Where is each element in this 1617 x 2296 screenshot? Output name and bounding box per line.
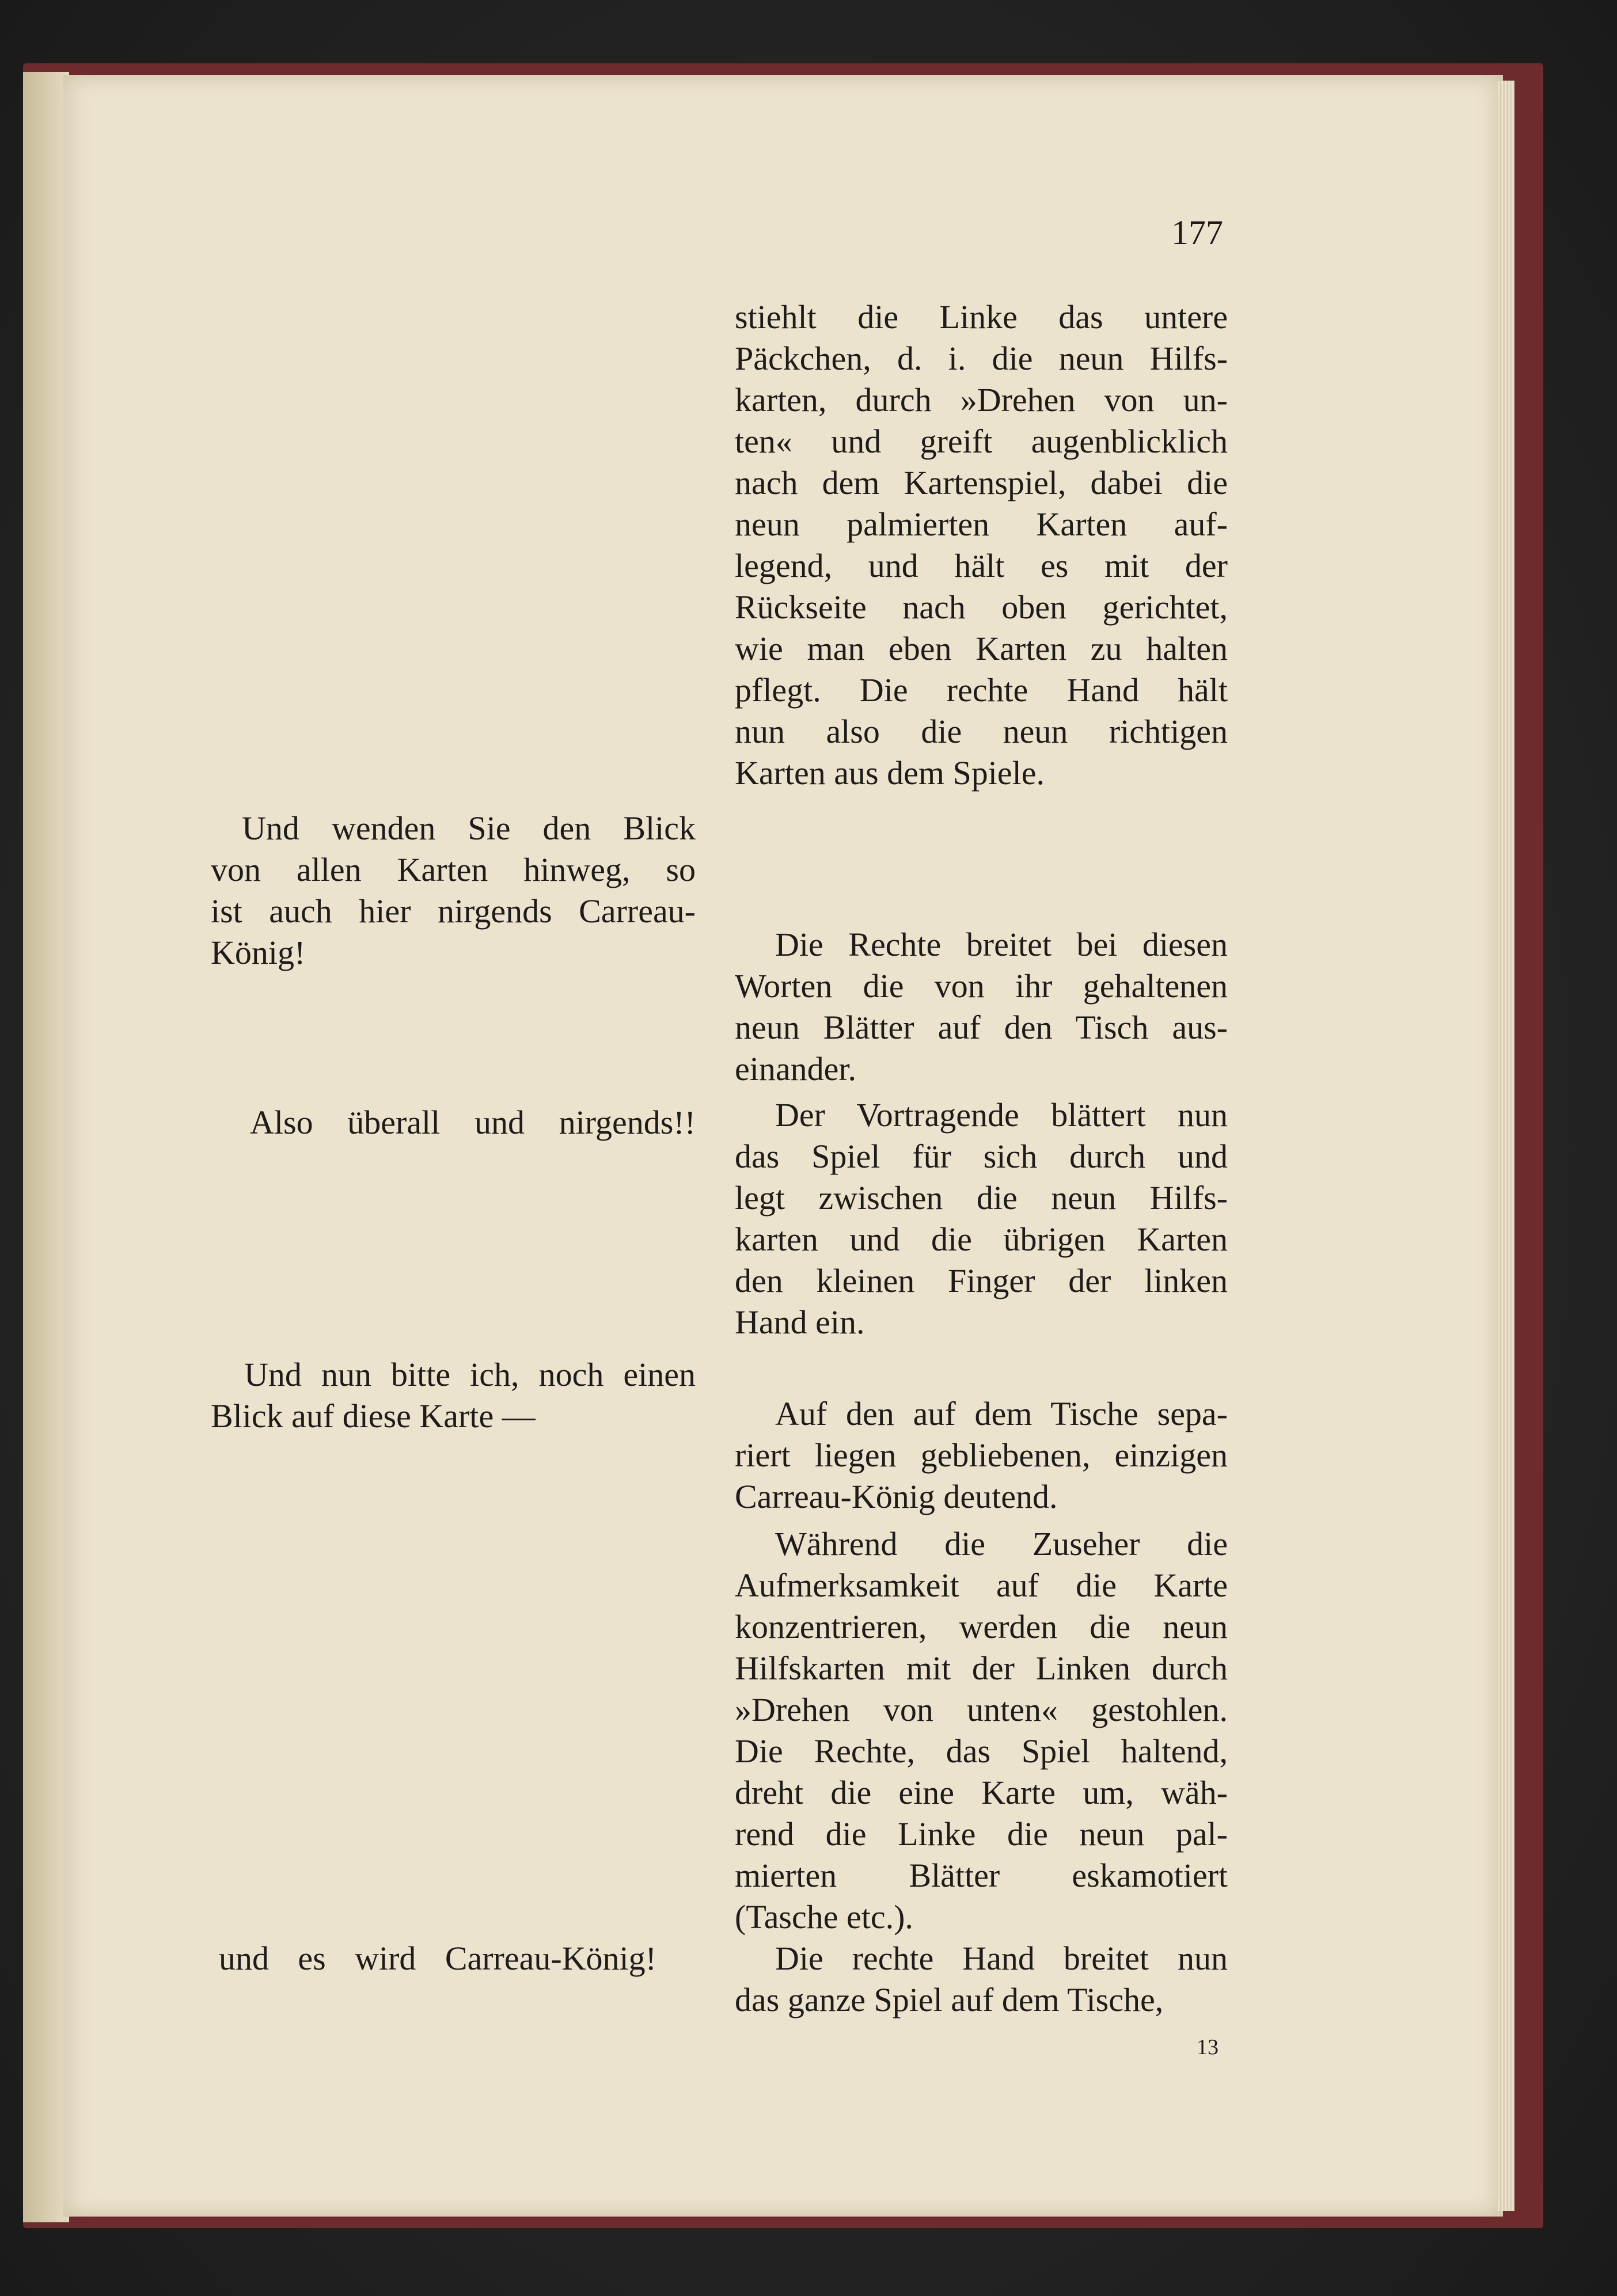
text-line: ten« und greift augenblicklich bbox=[735, 423, 1228, 460]
text-line: den kleinen Finger der linken bbox=[735, 1262, 1228, 1299]
text-line: und es wird Carreau-König! bbox=[219, 1940, 656, 1977]
text-line: stiehlt die Linke das untere bbox=[735, 298, 1228, 336]
page-number: 177 bbox=[1171, 214, 1223, 252]
facing-page-edge bbox=[23, 72, 69, 2222]
text-line: Hilfskarten mit der Linken durch bbox=[735, 1649, 1228, 1687]
text-line: karten, durch »Drehen von un- bbox=[735, 381, 1228, 419]
text-line: Die rechte Hand breitet nun bbox=[775, 1940, 1228, 1977]
text-line: Karten aus dem Spiele. bbox=[735, 754, 1045, 792]
text-line: mierten Blätter eskamotiert bbox=[735, 1857, 1228, 1894]
text-line: »Drehen von unten« gestohlen. bbox=[735, 1691, 1228, 1728]
text-line: Also überall und nirgends!! bbox=[250, 1104, 696, 1141]
text-line: das ganze Spiel auf dem Tische, bbox=[735, 1981, 1164, 2018]
text-line: Der Vortragende blättert nun bbox=[775, 1096, 1228, 1134]
text-line: Päckchen, d. i. die neun Hilfs- bbox=[735, 340, 1228, 377]
text-line: Worten die von ihr gehaltenen bbox=[735, 967, 1228, 1005]
text-line: König! bbox=[211, 934, 306, 971]
text-line: nach dem Kartenspiel, dabei die bbox=[735, 464, 1228, 501]
text-line: Die Rechte, das Spiel haltend, bbox=[735, 1732, 1228, 1770]
text-line: karten und die übrigen Karten bbox=[735, 1221, 1228, 1258]
text-line: wie man eben Karten zu halten bbox=[735, 630, 1228, 667]
text-line: Carreau-König deutend. bbox=[735, 1478, 1058, 1515]
text-line: Aufmerksamkeit auf die Karte bbox=[735, 1567, 1228, 1604]
text-line: Auf den auf dem Tische sepa- bbox=[775, 1395, 1228, 1432]
text-line: Und wenden Sie den Blick bbox=[242, 809, 696, 847]
text-line: nun also die neun richtigen bbox=[735, 713, 1228, 750]
page-stack-edge bbox=[1497, 81, 1514, 2211]
text-line: das Spiel für sich durch und bbox=[735, 1138, 1228, 1175]
text-line: konzentrieren, werden die neun bbox=[735, 1608, 1228, 1645]
text-line: Rückseite nach oben gerichtet, bbox=[735, 588, 1228, 626]
text-line: neun Blätter auf den Tisch aus- bbox=[735, 1009, 1228, 1046]
text-line: Und nun bitte ich, noch einen bbox=[244, 1356, 696, 1393]
text-line: riert liegen gebliebenen, einzigen bbox=[735, 1436, 1228, 1474]
text-line: rend die Linke die neun pal- bbox=[735, 1815, 1228, 1853]
text-line: pflegt. Die rechte Hand hält bbox=[735, 671, 1228, 709]
text-line: von allen Karten hinweg, so bbox=[211, 851, 696, 888]
text-line: (Tasche etc.). bbox=[735, 1898, 913, 1936]
signature-mark: 13 bbox=[1197, 2035, 1219, 2059]
text-line: legt zwischen die neun Hilfs- bbox=[735, 1179, 1228, 1217]
text-line: ist auch hier nirgends Carreau- bbox=[211, 892, 696, 930]
text-line: Blick auf diese Karte — bbox=[211, 1397, 536, 1435]
text-line: einander. bbox=[735, 1050, 856, 1088]
text-line: Die Rechte breitet bei diesen bbox=[775, 926, 1228, 963]
text-line: legend, und hält es mit der bbox=[735, 547, 1228, 584]
text-line: neun palmierten Karten auf- bbox=[735, 505, 1228, 543]
text-line: Hand ein. bbox=[735, 1303, 865, 1341]
text-line: dreht die eine Karte um, wäh- bbox=[735, 1774, 1228, 1811]
text-line: Während die Zuseher die bbox=[775, 1525, 1228, 1563]
